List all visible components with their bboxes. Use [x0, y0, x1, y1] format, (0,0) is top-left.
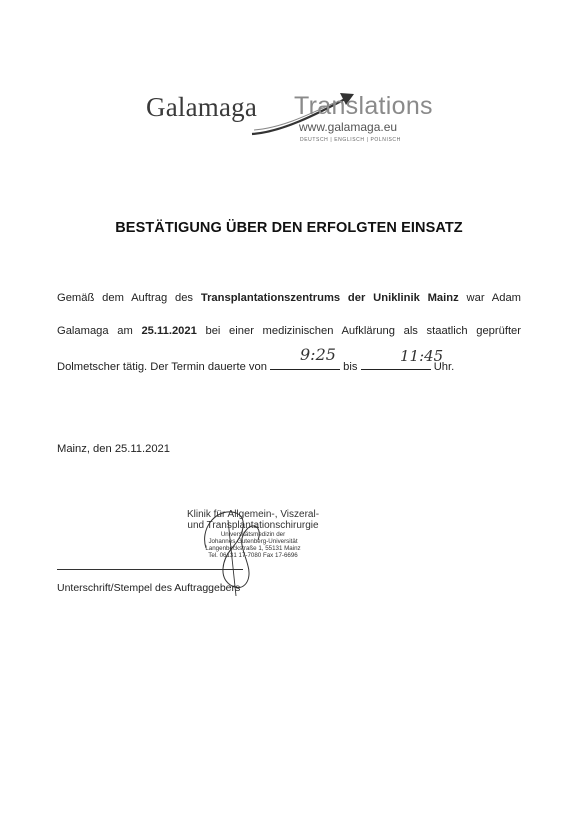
- stamp-line: und Transplantationschirurgie: [187, 520, 319, 531]
- text-segment: war Adam: [458, 292, 521, 304]
- text-segment: bis: [340, 361, 361, 373]
- logo-languages: DEUTSCH | ENGLISCH | POLNISCH: [300, 137, 401, 143]
- signature-caption: Unterschrift/Stempel des Auftraggebers: [57, 582, 241, 594]
- paragraph-line-1: [57, 292, 521, 304]
- text-segment: Uhr.: [430, 361, 455, 373]
- logo-url: www.galamaga.eu: [299, 120, 398, 134]
- handwritten-time-from: 9:25: [300, 345, 336, 364]
- document-title: BESTÄTIGUNG ÜBER DEN ERFOLGTEN EINSATZ: [115, 220, 463, 236]
- stamp-line: Langenbeckstraße 1, 55131 Mainz: [205, 545, 301, 552]
- handwritten-time-to: 11:45: [400, 347, 444, 365]
- paragraph-line-3: [57, 359, 521, 373]
- stamp-line: Johannes Gutenberg-Universität: [208, 538, 298, 545]
- clinic-stamp: [168, 509, 338, 559]
- text-segment: Dolmetscher tätig. Der Termin dauerte von: [57, 361, 271, 373]
- text-segment: bei einer medizinischen Aufklärung als staatlich geprüfter: [196, 325, 521, 337]
- stamp-line: Klinik für Allgemein-, Viszeral-: [186, 509, 320, 520]
- place-date: Mainz, den 25.11.2021: [57, 443, 170, 455]
- signature-line: [57, 569, 243, 570]
- logo-name-part2: Translations: [294, 92, 433, 120]
- assignment-date: 25.11.2021: [141, 325, 197, 337]
- paragraph-line-2: [57, 325, 521, 337]
- text-segment: Galamaga am: [57, 325, 142, 337]
- text-segment: Gemäß dem Auftrag des: [57, 292, 201, 304]
- stamp-line: Tel. 06131 17-7080 Fax 17-6696: [208, 552, 298, 559]
- logo-name-part1: Galamaga: [146, 92, 258, 122]
- stamp-line: Universitätsmedizin der: [220, 531, 286, 538]
- company-logo: [142, 84, 442, 154]
- client-name: Transplantationszentrums der Uniklinik Mainz: [200, 292, 459, 304]
